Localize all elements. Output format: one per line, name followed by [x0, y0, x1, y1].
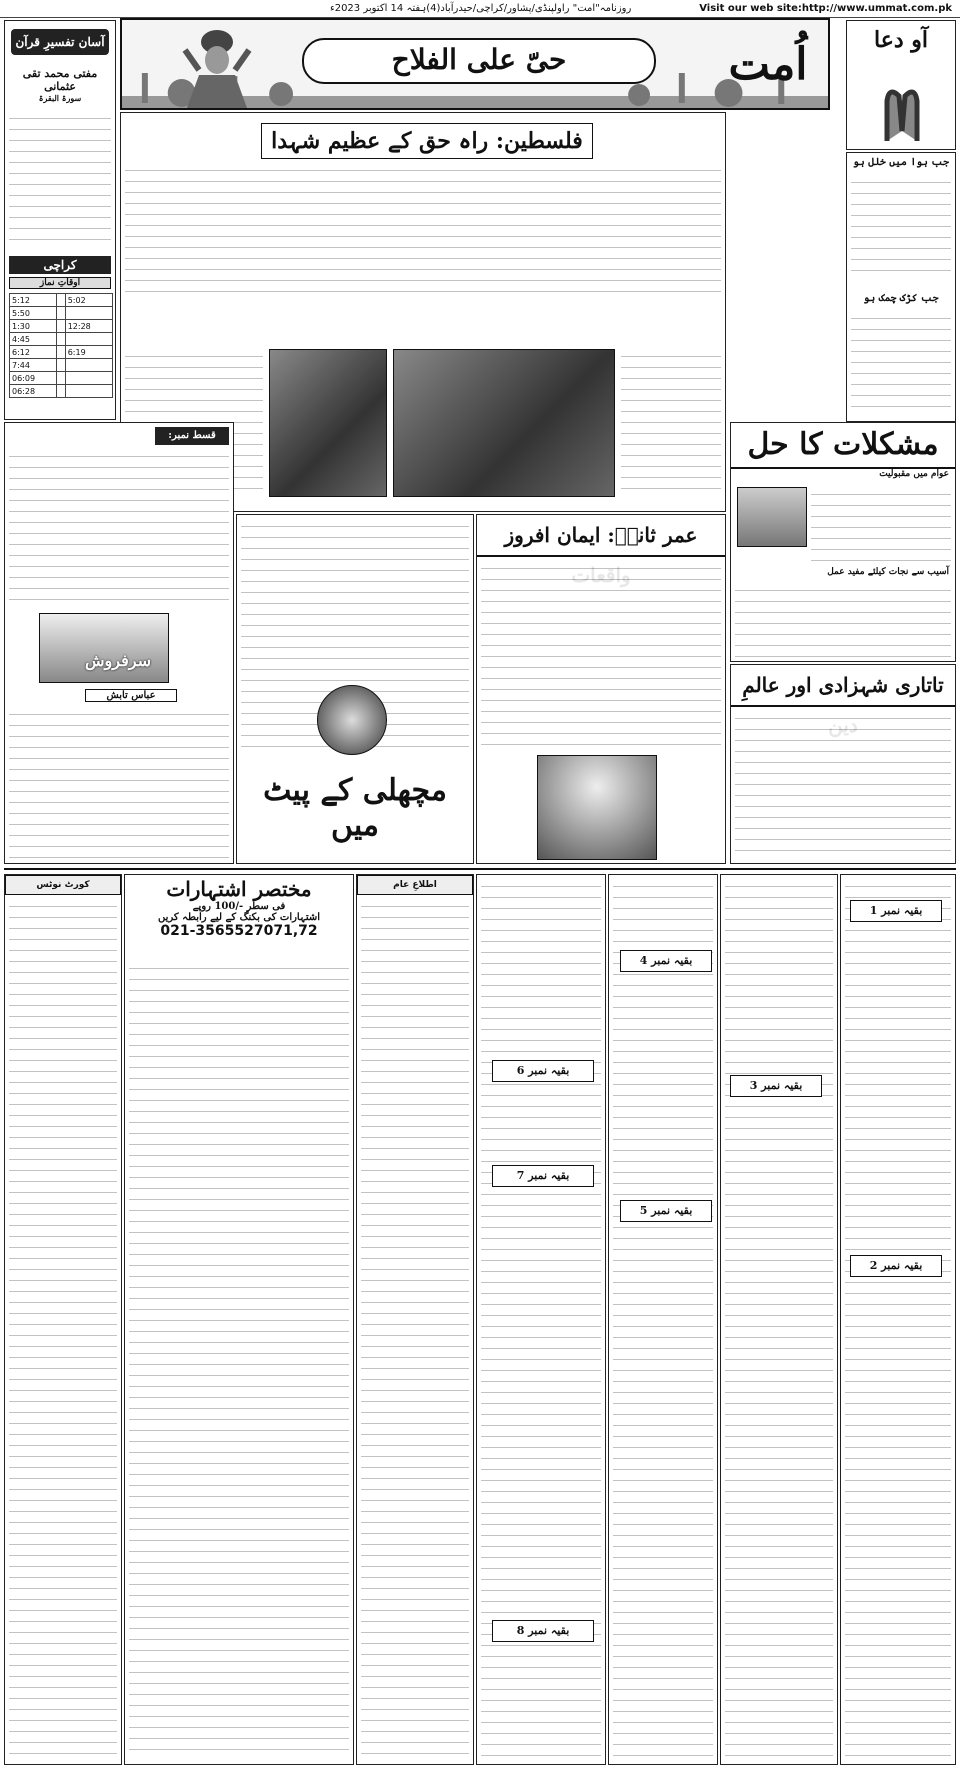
- mushkilat-subhead: عوام میں مقبولیت: [879, 469, 949, 479]
- prayer-time: 5:12: [10, 294, 57, 307]
- fish-story: [236, 514, 474, 864]
- classified-booking: اشتہارات کی بکنگ کے لیے رابطہ کریں: [157, 912, 321, 923]
- section-divider: [4, 868, 956, 870]
- court-notice-text: [9, 899, 117, 1760]
- serial-episode: قسط نمبر:: [155, 427, 229, 445]
- website-link[interactable]: Visit our web site:http://www.ummat.com.pk: [699, 3, 952, 14]
- continuation-text: [613, 879, 713, 1760]
- continuation-label-6: بقیہ نمبر 6: [492, 1060, 594, 1082]
- mushkilat-subhead-2: آسیب سے نجات کیلئے مفید عمل: [827, 567, 949, 577]
- prayer-time: 4:45: [10, 333, 57, 346]
- dua-heading-1: جب ہوا میں خلل ہو: [853, 157, 949, 168]
- public-notice-text: [361, 899, 469, 1760]
- classified-text: [129, 961, 349, 1760]
- tatari-text: [735, 711, 951, 859]
- continuation-column-3: [720, 874, 838, 1765]
- prayer-time: 5:50: [10, 307, 57, 320]
- mushkilat-title: مشکلات کا حل: [731, 423, 955, 469]
- surah-name: سورۃ البقرۃ: [38, 93, 82, 103]
- serial-column: [4, 422, 234, 864]
- continuation-column-2: [608, 874, 718, 1765]
- umar-text: [481, 561, 721, 753]
- tafseer-text: [9, 111, 111, 249]
- classified-title: مختصر اشتہارات: [166, 877, 312, 901]
- serial-author: عباس تابش: [85, 689, 177, 702]
- martyr-photo-1: [269, 349, 387, 497]
- serial-text-2: [9, 707, 229, 859]
- main-story-text: [125, 163, 721, 301]
- dua-heading-2: جب کڑک چمک ہو: [863, 293, 939, 304]
- court-notice-heading: کورٹ نوٹس: [5, 875, 121, 895]
- masthead-banner: [120, 18, 830, 110]
- praying-hands-icon: [847, 76, 956, 146]
- serial-title: سرفروش: [85, 651, 151, 670]
- martyrs-group-photo: [393, 349, 615, 497]
- prayer-time-right: 6:19: [65, 346, 112, 359]
- classified-phone[interactable]: 021-3565527071,72: [160, 923, 318, 939]
- page-title: حیّ علی الفلاح: [302, 38, 656, 84]
- tafseer-column: [4, 20, 116, 420]
- continuation-label-3: بقیہ نمبر 3: [730, 1075, 822, 1097]
- prayer-times-table: [9, 293, 113, 398]
- prayer-time-right: 5:02: [65, 294, 112, 307]
- dua-text-2: [851, 311, 951, 417]
- classified-ads: [124, 874, 354, 1765]
- continuation-label-7: بقیہ نمبر 7: [492, 1165, 594, 1187]
- tafseer-author: مفتی محمد تقی عثمانی: [22, 67, 98, 93]
- fish-headline: مچھلی کے پیٹ میں: [263, 773, 447, 843]
- dua-box: [846, 20, 956, 150]
- court-notice-column-1: [4, 874, 122, 1765]
- umar-story: [476, 514, 726, 864]
- continuation-label-1: بقیہ نمبر 1: [850, 900, 942, 922]
- city-label: کراچی: [9, 256, 111, 274]
- dateline: روزنامہ"امت" راولپنڈی/پشاور/کراچی/حیدرآباد(4)ہفتہ 14 اکتوبر 2023ء: [330, 3, 632, 14]
- continuation-label-2: بقیہ نمبر 2: [850, 1255, 942, 1277]
- mosque-photo: [737, 487, 807, 547]
- prayer-header: اوقاتِ نماز: [9, 277, 111, 289]
- main-story-side-text: [621, 349, 721, 495]
- prayer-time: 7:44: [10, 359, 57, 372]
- serial-text-1: [9, 449, 229, 603]
- umar-headline: عمر ثانیؒ: ایمان افروز: [477, 515, 725, 557]
- mushkilat-box: [730, 422, 956, 662]
- prayer-time-right: 12:28: [65, 320, 112, 333]
- continuation-label-4: بقیہ نمبر 4: [620, 950, 712, 972]
- continuation-label-5: بقیہ نمبر 5: [620, 1200, 712, 1222]
- main-headline: فلسطین: راہ حق کے عظیم شہدا: [261, 123, 593, 159]
- tafseer-title: آسان تفسیرِ قرآن: [11, 29, 109, 55]
- mushkilat-text: [811, 487, 951, 561]
- man-praying-icon: [177, 20, 257, 108]
- mosque-dome-illustration: [537, 755, 657, 860]
- prayer-time: 6:12: [10, 346, 57, 359]
- top-bar: [0, 0, 960, 18]
- continuation-text: [845, 879, 951, 1760]
- prayer-time: 06:28: [10, 385, 57, 398]
- tatari-story: [730, 664, 956, 864]
- public-notice-column: [356, 874, 474, 1765]
- continuation-column-4: [840, 874, 956, 1765]
- dua-text-1: [851, 175, 951, 281]
- public-notice-heading: اطلاعِ عام: [357, 875, 473, 895]
- tatari-headline: تاتاری شہزادی اور عالمِ: [731, 665, 955, 707]
- prayer-time: 1:30: [10, 320, 57, 333]
- moon-mosque-icon: [317, 685, 387, 755]
- mushkilat-text-2: [735, 583, 951, 657]
- continuation-label-8: بقیہ نمبر 8: [492, 1620, 594, 1642]
- prayer-time: 06:09: [10, 372, 57, 385]
- newspaper-logo: اُمت: [728, 39, 808, 90]
- dua-logo: آو دعا: [873, 27, 929, 53]
- serial-illustration: [39, 613, 169, 683]
- classified-rate: فی سطر -/100 روپے: [192, 901, 286, 912]
- continuation-text: [725, 879, 833, 1760]
- dua-column: [846, 152, 956, 422]
